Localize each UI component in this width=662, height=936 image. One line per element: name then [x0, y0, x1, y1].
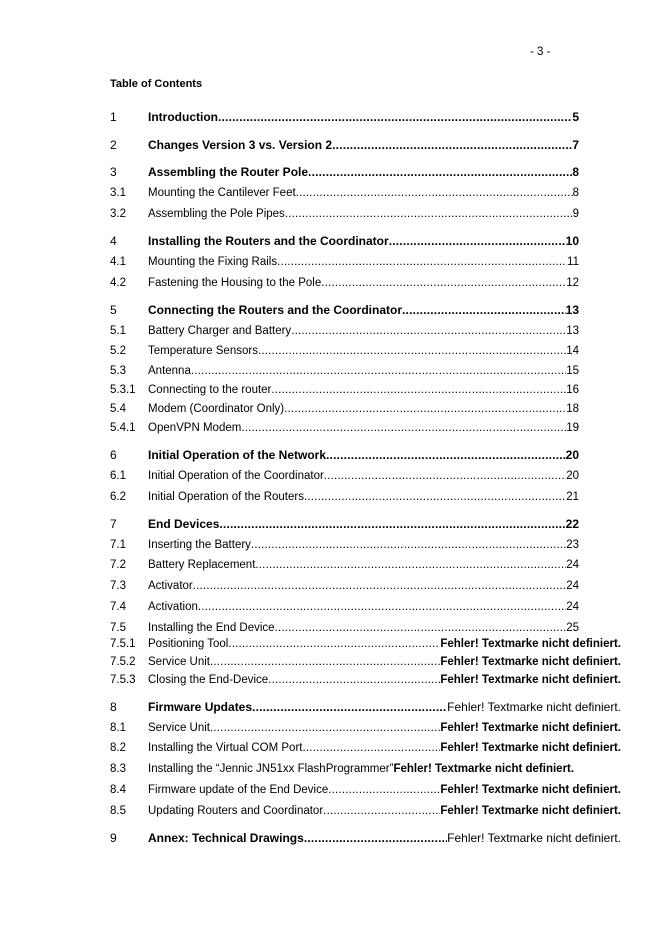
toc-entry-title: Service Unit — [148, 656, 210, 668]
toc-entry-number: 5 — [110, 303, 117, 317]
toc-leader-dots — [268, 672, 440, 688]
toc-entry-page: Fehler! Textmarke nicht definiert. — [440, 805, 621, 817]
toc-entry-number: 8.2 — [110, 742, 126, 754]
toc-entry-page: 21 — [566, 491, 579, 503]
toc-entry-number: 3 — [110, 165, 117, 179]
toc-entry[interactable] — [110, 578, 579, 594]
toc-leader-dots — [275, 620, 567, 636]
toc-entry-title: Antenna — [148, 365, 191, 377]
toc-leader-dots — [285, 206, 573, 222]
toc-entry[interactable] — [110, 782, 621, 798]
toc-entry-title: Installing the “Jennic JN51xx FlashProgrammer” — [148, 763, 394, 775]
toc-leader-dots — [402, 302, 566, 318]
toc-entry[interactable] — [110, 254, 579, 270]
toc-leader-dots — [193, 578, 566, 594]
toc-entry-number: 5.3.1 — [110, 384, 136, 396]
toc-entry-title: Introduction — [148, 110, 218, 124]
toc-entry-title: End Devices — [148, 517, 220, 531]
toc-entry-page: Fehler! Textmarke nicht definiert. — [447, 831, 621, 845]
toc-leader-dots — [219, 516, 565, 532]
toc-entry[interactable] — [110, 720, 621, 736]
toc-entry-page: 11 — [567, 256, 579, 268]
toc-entry-page: 8 — [572, 187, 579, 199]
toc-entry-title: Mounting the Fixing Rails — [148, 256, 278, 268]
toc-entry-page: 12 — [566, 277, 579, 289]
toc-entry[interactable] — [110, 830, 621, 846]
toc-entry-page: 13 — [566, 325, 579, 337]
toc-entry[interactable] — [110, 233, 579, 249]
toc-entry-number: 7.5.2 — [110, 656, 136, 668]
toc-entry-page: 23 — [566, 539, 579, 551]
toc-entry-number: 8.1 — [110, 722, 126, 734]
toc-leader-dots — [304, 489, 566, 505]
toc-entry-title: Assembling the Pole Pipes — [148, 208, 285, 220]
toc-entry-page: Fehler! Textmarke nicht definiert. — [440, 656, 621, 668]
toc-entry-number: 5.4 — [110, 403, 126, 415]
toc-entry[interactable] — [110, 137, 579, 153]
toc-entry[interactable] — [110, 699, 621, 715]
toc-entry-title: Activation — [148, 601, 198, 613]
toc-entry[interactable] — [110, 489, 579, 505]
toc-entry-page: 19 — [566, 422, 579, 434]
toc-heading: Table of Contents — [110, 78, 203, 90]
toc-leader-dots — [324, 468, 566, 484]
toc-entry-title: Connecting to the router — [148, 384, 272, 396]
toc-entry-page: 5 — [572, 110, 579, 124]
toc-leader-dots — [218, 109, 572, 125]
toc-entry-number: 9 — [110, 831, 117, 845]
toc-entry-page: 13 — [565, 303, 579, 317]
toc-entry[interactable] — [110, 420, 579, 436]
toc-leader-dots — [258, 343, 566, 359]
toc-entry-number: 2 — [110, 138, 117, 152]
toc-entry-page: 24 — [566, 580, 579, 592]
toc-entry-number: 3.2 — [110, 208, 126, 220]
toc-entry-title: Initial Operation of the Coordinator — [148, 470, 324, 482]
toc-entry[interactable] — [110, 557, 579, 573]
toc-entry-title: Battery Replacement — [148, 559, 256, 571]
toc-leader-dots — [302, 740, 440, 756]
toc-entry-page: 25 — [566, 622, 579, 634]
toc-leader-dots — [326, 447, 566, 463]
toc-entry[interactable] — [110, 382, 579, 398]
toc-entry-title: Initial Operation of the Routers — [148, 491, 304, 503]
toc-leader-dots — [321, 275, 566, 291]
toc-entry-title: Positioning Tool — [148, 638, 229, 650]
toc-entry-page: Fehler! Textmarke nicht definiert. — [440, 638, 621, 650]
toc-entry-page: 7 — [572, 138, 579, 152]
toc-entry-title: Modem (Coordinator Only) — [148, 403, 285, 415]
toc-entry-title: Fastening the Housing to the Pole — [148, 277, 322, 289]
toc-leader-dots — [251, 537, 566, 553]
toc-entry-title: Initial Operation of the Network — [148, 448, 327, 462]
toc-entry-number: 7.5 — [110, 622, 126, 634]
toc-entry[interactable] — [110, 654, 621, 670]
toc-entry[interactable] — [110, 447, 579, 463]
toc-entry[interactable] — [110, 761, 640, 777]
toc-entry-page: 9 — [572, 208, 579, 220]
toc-entry-number: 6 — [110, 448, 117, 462]
toc-entry-number: 5.4.1 — [110, 422, 136, 434]
toc-entry-page: Fehler! Textmarke nicht definiert. — [440, 742, 621, 754]
toc-entry-title: Annex: Technical Drawings — [148, 831, 304, 845]
toc-entry[interactable] — [110, 164, 579, 180]
toc-entry-number: 7.1 — [110, 539, 126, 551]
toc-entry[interactable] — [110, 185, 579, 201]
toc-entry[interactable] — [110, 599, 579, 615]
toc-entry-number: 7.4 — [110, 601, 126, 613]
toc-leader-dots — [210, 654, 440, 670]
toc-entry[interactable] — [110, 323, 579, 339]
toc-entry[interactable] — [110, 537, 579, 553]
toc-leader-dots — [284, 401, 566, 417]
toc-entry[interactable] — [110, 343, 579, 359]
toc-leader-dots — [323, 803, 440, 819]
toc-entry-number: 4.2 — [110, 277, 126, 289]
toc-leader-dots — [296, 185, 573, 201]
toc-leader-dots — [255, 557, 566, 573]
toc-entry-number: 6.1 — [110, 470, 126, 482]
toc-entry[interactable] — [110, 275, 579, 291]
toc-entry[interactable] — [110, 109, 579, 125]
toc-entry-title: Installing the Virtual COM Port — [148, 742, 303, 754]
toc-entry[interactable] — [110, 803, 621, 819]
toc-entry-number: 4.1 — [110, 256, 126, 268]
toc-entry-page: 20 — [565, 448, 579, 462]
toc-entry[interactable] — [110, 740, 621, 756]
toc-leader-dots — [241, 420, 566, 436]
toc-entry-page: Fehler! Textmarke nicht definiert. — [447, 700, 621, 714]
toc-entry-number: 3.1 — [110, 187, 126, 199]
toc-entry-page: 22 — [565, 517, 579, 531]
toc-leader-dots — [277, 254, 567, 270]
toc-entry-title: Connecting the Routers and the Coordinator — [148, 303, 402, 317]
toc-leader-dots — [328, 782, 440, 798]
toc-entry-title: Firmware update of the End Device — [148, 784, 329, 796]
toc-entry-number: 6.2 — [110, 491, 126, 503]
toc-entry-page: 24 — [566, 559, 579, 571]
toc-entry-title: Installing the End Device — [148, 622, 275, 634]
toc-entry-number: 7.3 — [110, 580, 126, 592]
toc-entry-page: Fehler! Textmarke nicht definiert. — [393, 763, 575, 775]
toc-leader-dots — [271, 382, 566, 398]
toc-entry-number: 8.5 — [110, 805, 126, 817]
toc-entry-page: 24 — [566, 601, 579, 613]
toc-entry[interactable] — [110, 302, 579, 318]
toc-leader-dots — [198, 599, 566, 615]
toc-entry-page: 10 — [565, 234, 579, 248]
toc-entry-number: 1 — [110, 110, 117, 124]
toc-entry-title: Service Unit — [148, 722, 210, 734]
toc-entry-title: Closing the End-Device — [148, 674, 269, 686]
toc-entry-title: Activator — [148, 580, 193, 592]
toc-leader-dots — [291, 323, 566, 339]
toc-entry-number: 7.5.1 — [110, 638, 136, 650]
toc-entry[interactable] — [110, 516, 579, 532]
toc-leader-dots — [191, 363, 566, 379]
toc-entry-title: Assembling the Router Pole — [148, 165, 309, 179]
toc-leader-dots — [228, 636, 440, 652]
toc-entry-title: Mounting the Cantilever Feet — [148, 187, 296, 199]
toc-entry-number: 8 — [110, 700, 117, 714]
toc-entry[interactable] — [110, 620, 579, 636]
toc-entry-title: Changes Version 3 vs. Version 2 — [148, 138, 333, 152]
toc-leader-dots — [252, 699, 447, 715]
toc-entry-page: 20 — [566, 470, 579, 482]
toc-entry[interactable] — [110, 401, 579, 417]
toc-entry-title: Battery Charger and Battery — [148, 325, 292, 337]
toc-entry-title: OpenVPN Modem — [148, 422, 242, 434]
toc-entry-number: 7.5.3 — [110, 674, 136, 686]
toc-entry-page: 8 — [572, 165, 579, 179]
toc-entry-title: Inserting the Battery — [148, 539, 251, 551]
toc-entry-number: 4 — [110, 234, 117, 248]
toc-entry-page: Fehler! Textmarke nicht definiert. — [440, 722, 621, 734]
page-number: - 3 - — [530, 46, 551, 58]
toc-entry-number: 8.3 — [110, 763, 126, 775]
toc-entry[interactable] — [110, 206, 579, 222]
toc-entry-number: 5.3 — [110, 365, 126, 377]
toc-leader-dots — [210, 720, 440, 736]
toc-entry-page: Fehler! Textmarke nicht definiert. — [440, 784, 621, 796]
toc-entry-title: Firmware Updates — [148, 700, 253, 714]
toc-leader-dots — [332, 137, 572, 153]
toc-entry-number: 7.2 — [110, 559, 126, 571]
toc-entry-title: Updating Routers and Coordinator — [148, 805, 324, 817]
toc-entry[interactable] — [110, 468, 579, 484]
toc-entry-page: 15 — [566, 365, 579, 377]
toc-entry[interactable] — [110, 636, 621, 652]
toc-entry-title: Temperature Sensors — [148, 345, 258, 357]
toc-entry-page: 14 — [566, 345, 579, 357]
toc-entry-page: 18 — [566, 403, 579, 415]
toc-entry-page: Fehler! Textmarke nicht definiert. — [440, 674, 621, 686]
toc-leader-dots — [389, 233, 566, 249]
toc-entry[interactable] — [110, 363, 579, 379]
toc-entry-number: 5.1 — [110, 325, 126, 337]
toc-leader-dots — [304, 830, 447, 846]
toc-entry-number: 5.2 — [110, 345, 126, 357]
toc-entry-number: 8.4 — [110, 784, 126, 796]
toc-entry-number: 7 — [110, 517, 117, 531]
toc-leader-dots — [308, 164, 572, 180]
toc-entry[interactable] — [110, 672, 621, 688]
toc-entry-page: 16 — [566, 384, 579, 396]
toc-entry-title: Installing the Routers and the Coordinator — [148, 234, 389, 248]
